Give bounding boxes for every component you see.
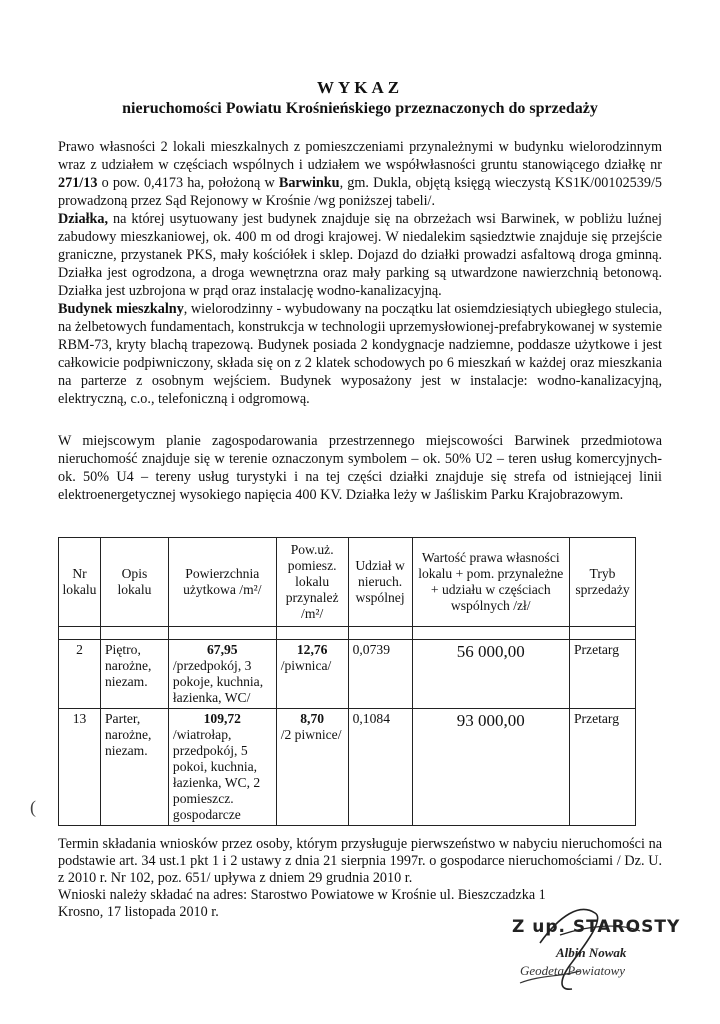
header-udzial: Udział w nieruch. wspólnej (348, 538, 412, 627)
building-text: , wielorodzinny - wybudowany na początku lat osiemdziesiątych ubiegłego stulecia, na żelbetowych fundamentach, konstrukcja w technologii uprzemysłowionej-prefabrykowanej w systemie RBM-73, kryty blachą trapezową. Budynek posiada 2 kondygnacje nadziemne, poddasze użytkowe i jest całkowicie podpiwniczony, składa się on z 2 klatek schodowych po 6 mieszkań w każdej oraz mieszkania na parterze z osobnym wejściem. Budynek wyposażony jest w instalacje: wodno-kanalizacyjną, elektryczną, c.o., telefoniczną i odgromową. (58, 301, 663, 407)
intro-text-b: o pow. 0,4173 ha, położoną w (97, 175, 279, 191)
header-pomieszczenia: Pow.uż. pomiesz. lokalu przynależ /m²/ (276, 538, 348, 627)
header-wartosc: Wartość prawa własności lokalu + pom. przynależne + udziału w częściach wspólnych /zł/ (412, 538, 569, 627)
auxiliary-area-value: 8,70 (300, 711, 325, 726)
building-label: Budynek mieszkalny (58, 301, 184, 317)
cell-tryb: Przetarg (569, 640, 635, 709)
cell-opis: Piętro, narożne, niezam. (100, 640, 168, 709)
table-spacer-row (59, 627, 636, 640)
header-opis: Opis lokalu (100, 538, 168, 627)
cell-tryb: Przetarg (569, 709, 635, 826)
signature-role: Geodeta Powiatowy (520, 963, 626, 978)
cell-nr: 2 (59, 640, 101, 709)
signature-name: Albin Nowak (556, 945, 627, 960)
document-subtitle: nieruchomości Powiatu Krośnieńskiego przeznaczonych do sprzedaży (122, 100, 598, 117)
area-value: 67,95 (207, 642, 238, 657)
area-detail: /przedpokój, 3 pokoje, kuchnia, łazienka, WC/ (172, 658, 264, 705)
header-nr: Nr lokalu (59, 538, 101, 627)
table-header-row (59, 538, 636, 627)
place-date: Krosno, 17 listopada 2010 r. (58, 904, 219, 920)
header-powierzchnia: Powierzchnia użytkowa /m²/ (168, 538, 276, 627)
property-description (58, 138, 662, 408)
zoning-plan-paragraph: W miejscowym planie zagospodarowania przestrzennego miejscowości Barwinek przedmiotowa nieruchomość znajduje się w terenie oznaczonym symbolem – ok. 50% U2 – teren usług komercyjnych- ok. 50% U4 – tereny usług turystyki i na tej części działki znajduje się strefa od istniejącej linii elektroenergetycznej wysokiego napięcia 400 KV. Działka leży w Jaśliskim Parku Krajobrazowym. (58, 433, 662, 503)
header-tryb: Tryb sprzedaży (569, 538, 635, 627)
intro-text-c: , gm. Dukla, objętą księgą wieczystą KS1K/00102539/5 prowadzoną przez Sąd Rejonowy w Krośnie /wg poniższej tabeli/. (58, 175, 662, 209)
plot-label: Działka, (58, 211, 109, 227)
cell-pomieszczenia (276, 640, 348, 709)
area-detail: /wiatrołap, przedpokój, 5 pokoi, kuchnia, łazienka, WC, 2 pomieszcz. gospodarcze (172, 727, 261, 822)
cell-opis: Parter, narożne, niezam. (100, 709, 168, 826)
premises-table (58, 537, 636, 826)
margin-mark: ( (30, 797, 36, 817)
signature-stamp (500, 905, 710, 995)
auxiliary-area-detail: /2 piwnice/ (280, 727, 342, 742)
parcel-number: 271/13 (58, 175, 98, 191)
village-name: Barwinku (278, 175, 340, 191)
cell-pomieszczenia (276, 709, 348, 826)
deadline-paragraph: Termin składania wniosków przez osoby, którym przysługuje pierwszeństwo w nabyciu nieruchomości na podstawie art. 34 ust.1 pkt 1 i 2 ustawy z dnia 21 sierpnia 1997r. o gospodarce nieruchomościami / Dz. U. z 2010 r. Nr 102, poz. 651/ upływa z dniem 29 grudnia 2010 r. (58, 836, 662, 886)
auxiliary-area-value: 12,76 (296, 642, 328, 657)
cell-udzial: 0,0739 (348, 640, 412, 709)
cell-nr: 13 (59, 709, 101, 826)
address-line: Wnioski należy składać na adres: Starostwo Powiatowe w Krośnie ul. Bieszczadzka 1 (58, 887, 546, 903)
cell-powierzchnia (168, 640, 276, 709)
table-row (59, 640, 636, 709)
table-row (59, 709, 636, 826)
cell-wartosc: 56 000,00 (412, 640, 569, 709)
intro-text-a: Prawo własności 2 lokali mieszkalnych z pomieszczeniami przynależnymi w budynku wielorodzinnym wraz z udziałem w częściach wspólnych i udziałem we współwłasności gruntu stanowiącego działkę nr (58, 139, 662, 173)
area-value: 109,72 (203, 711, 241, 726)
cell-wartosc: 93 000,00 (412, 709, 569, 826)
signature-authority: Z up. STAROSTY (512, 917, 681, 937)
auxiliary-area-detail: /piwnica/ (280, 658, 332, 673)
cell-udzial: 0,1084 (348, 709, 412, 826)
document-title: WYKAZ (316, 78, 404, 97)
cell-powierzchnia (168, 709, 276, 826)
plot-text: na której usytuowany jest budynek znajduje się na obrzeżach wsi Barwinek, w pobliżu luźnej zabudowy mieszkaniowej, ok. 400 m od drogi krajowej. W niedalekim sąsiedztwie znajduje się przejście graniczne, przystanek PKS, mały kościółek i sklep. Dojazd do działki prowadzi asfaltową droga gminną. Działka jest ogrodzona, a droga wewnętrzna oraz mały parking są utwardzone nawierzchnią betonową. Działka jest uzbrojona w prąd oraz instalację wodno-kanalizacyjną. (58, 211, 662, 299)
